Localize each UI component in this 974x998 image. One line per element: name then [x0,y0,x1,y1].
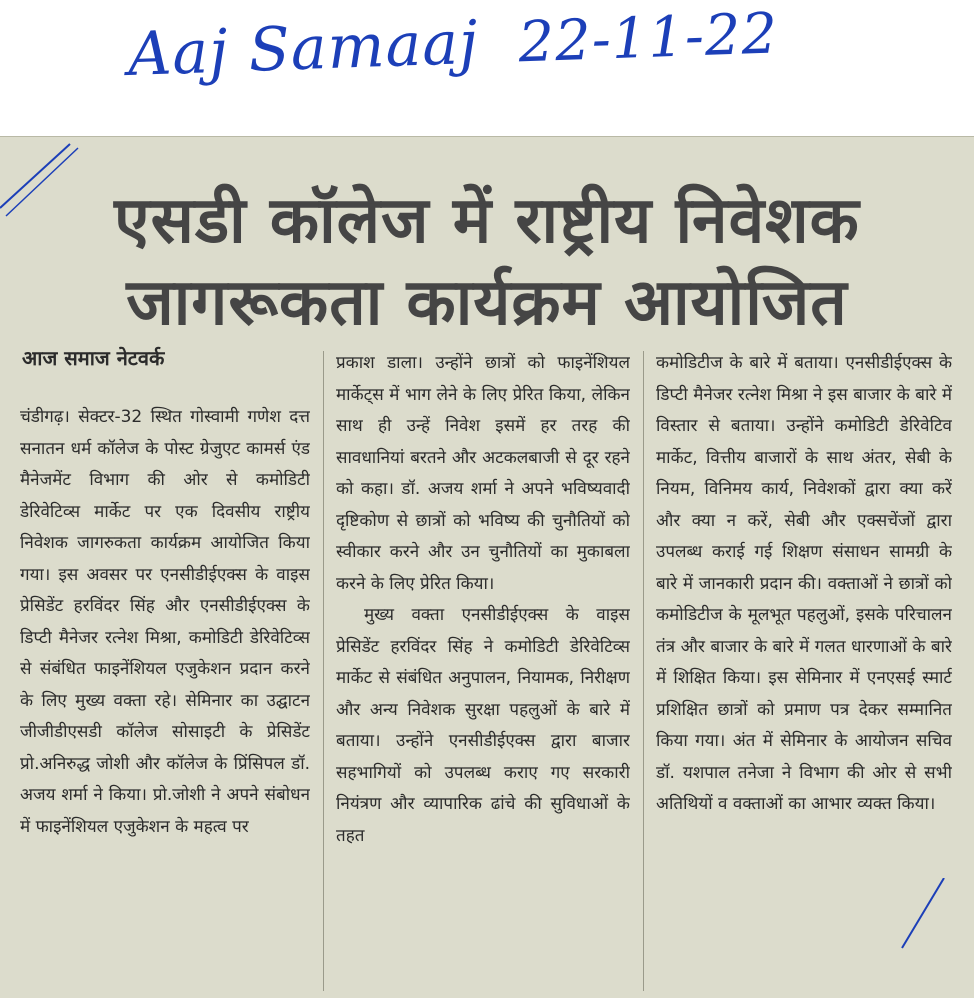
newspaper-clipping [0,136,974,998]
handwritten-annotation [0,0,974,140]
column-2-paragraph-1: प्रकाश डाला। उन्होंने छात्रों को फाइनेंशियल मार्केट्स में भाग लेने के लिए प्रेरित किया, लेकिन साथ ही उन्हें निवेश इसमें हर तरह की सावधानियां बरतने और अटकलबाजी से दूर रहने को कहा। डॉ. अजय शर्मा ने अपने भविष्यवादी दृष्टिकोण से छात्रों को भविष्य की चुनौतियों को स्वीकार करने और उन चुनौतियों का मुकाबला करने के लिए प्रेरित किया। [336,353,630,594]
byline: आज समाज नेटवर्क [22,346,165,370]
headline-line-1: एसडी कॉलेज में राष्ट्रीय निवेशक [114,184,860,258]
handwritten-date: 22-11-22 [517,1,780,76]
column-divider [643,351,644,991]
headline-line-2: जागरूकता कार्यक्रम आयोजित [126,266,848,340]
handwritten-publication: Aaj Samaaj [126,7,480,90]
article-column-2 [336,348,630,998]
column-1-paragraph: चंडीगढ़। सेक्टर-32 स्थित गोस्वामी गणेश दत्त सनातन धर्म कॉलेज के पोस्ट ग्रेजुएट कामर्स एंड मैनेजमेंट विभाग की ओर से कमोडिटी डेरिवेटिव्स मार्केट पर एक दिवसीय राष्ट्रीय निवेशक जागरुकता कार्यक्रम आयोजित किया गया। इस अवसर पर एनसीडीईएक्स के वाइस प्रेसिडेंट हरविंदर सिंह और एनसीडीईएक्स के डिप्टी मैनेजर रत्नेश मिश्रा, कमोडिटी डेरिवेटिव्स से संबंधित फाइनेंशियल एजुकेशन प्रदान करने के लिए मुख्य वक्ता रहे। सेमिनार का उद्घाटन जीजीडीएसडी कॉलेज सोसाइटी के प्रेसिडेंट प्रो.अनिरुद्ध जोशी और कॉलेज के प्रिंसिपल डॉ. अजय शर्मा ने किया। प्रो.जोशी ने अपने संबोधन में फाइनेंशियल एजुकेशन के महत्व पर [20,407,310,837]
column-2-paragraph-2: मुख्य वक्ता एनसीडीईएक्स के वाइस प्रेसिडेंट हरविंदर सिंह ने कमोडिटी डेरिवेटिव्स मार्केट से संबंधित अनुपालन, नियामक, निरीक्षण और अन्य निवेशक सुरक्षा पहलुओं के बारे में बताया। उन्होंने एनसीडीईएक्स द्वारा बाजार सहभागियों को उपलब्ध कराए गए सरकारी नियंत्रण और व्यापारिक ढांचे की सुविधाओं के तहत [336,605,630,846]
article-column-1 [20,402,310,998]
pen-stroke-mark [894,878,954,958]
column-3-paragraph: कमोडिटीज के बारे में बताया। एनसीडीईएक्स के डिप्टी मैनेजर रत्नेश मिश्रा ने इस बाजार के बारे में विस्तार से बताया। उन्होंने कमोडिटी डेरिवेटिव मार्केट, वित्तीय बाजारों के साथ अंतर, सेबी के नियम, विनिमय कार्य, निवेशकों द्वारा क्या करें और क्या न करें, सेबी और एक्सचेंजों द्वारा उपलब्ध कराई गई शिक्षण संसाधन सामग्री के बारे में जानकारी प्रदान की। वक्ताओं ने छात्रों को कमोडिटीज के मूलभूत पहलुओं, इसके परिचालन तंत्र और बाजार के बारे में गलत धारणाओं के बारे में शिक्षित किया। इस सेमिनार में एनएसई स्मार्ट प्रशिक्षित छात्रों को प्रमाण पत्र देकर सम्मानित किया गया। अंत में सेमिनार के आयोजन सचिव डॉ. यशपाल तनेजा ने विभाग की ओर से सभी अतिथियों व वक्ताओं का आभार व्यक्त किया। [656,353,952,814]
column-divider [323,351,324,991]
handwritten-text [127,0,779,90]
